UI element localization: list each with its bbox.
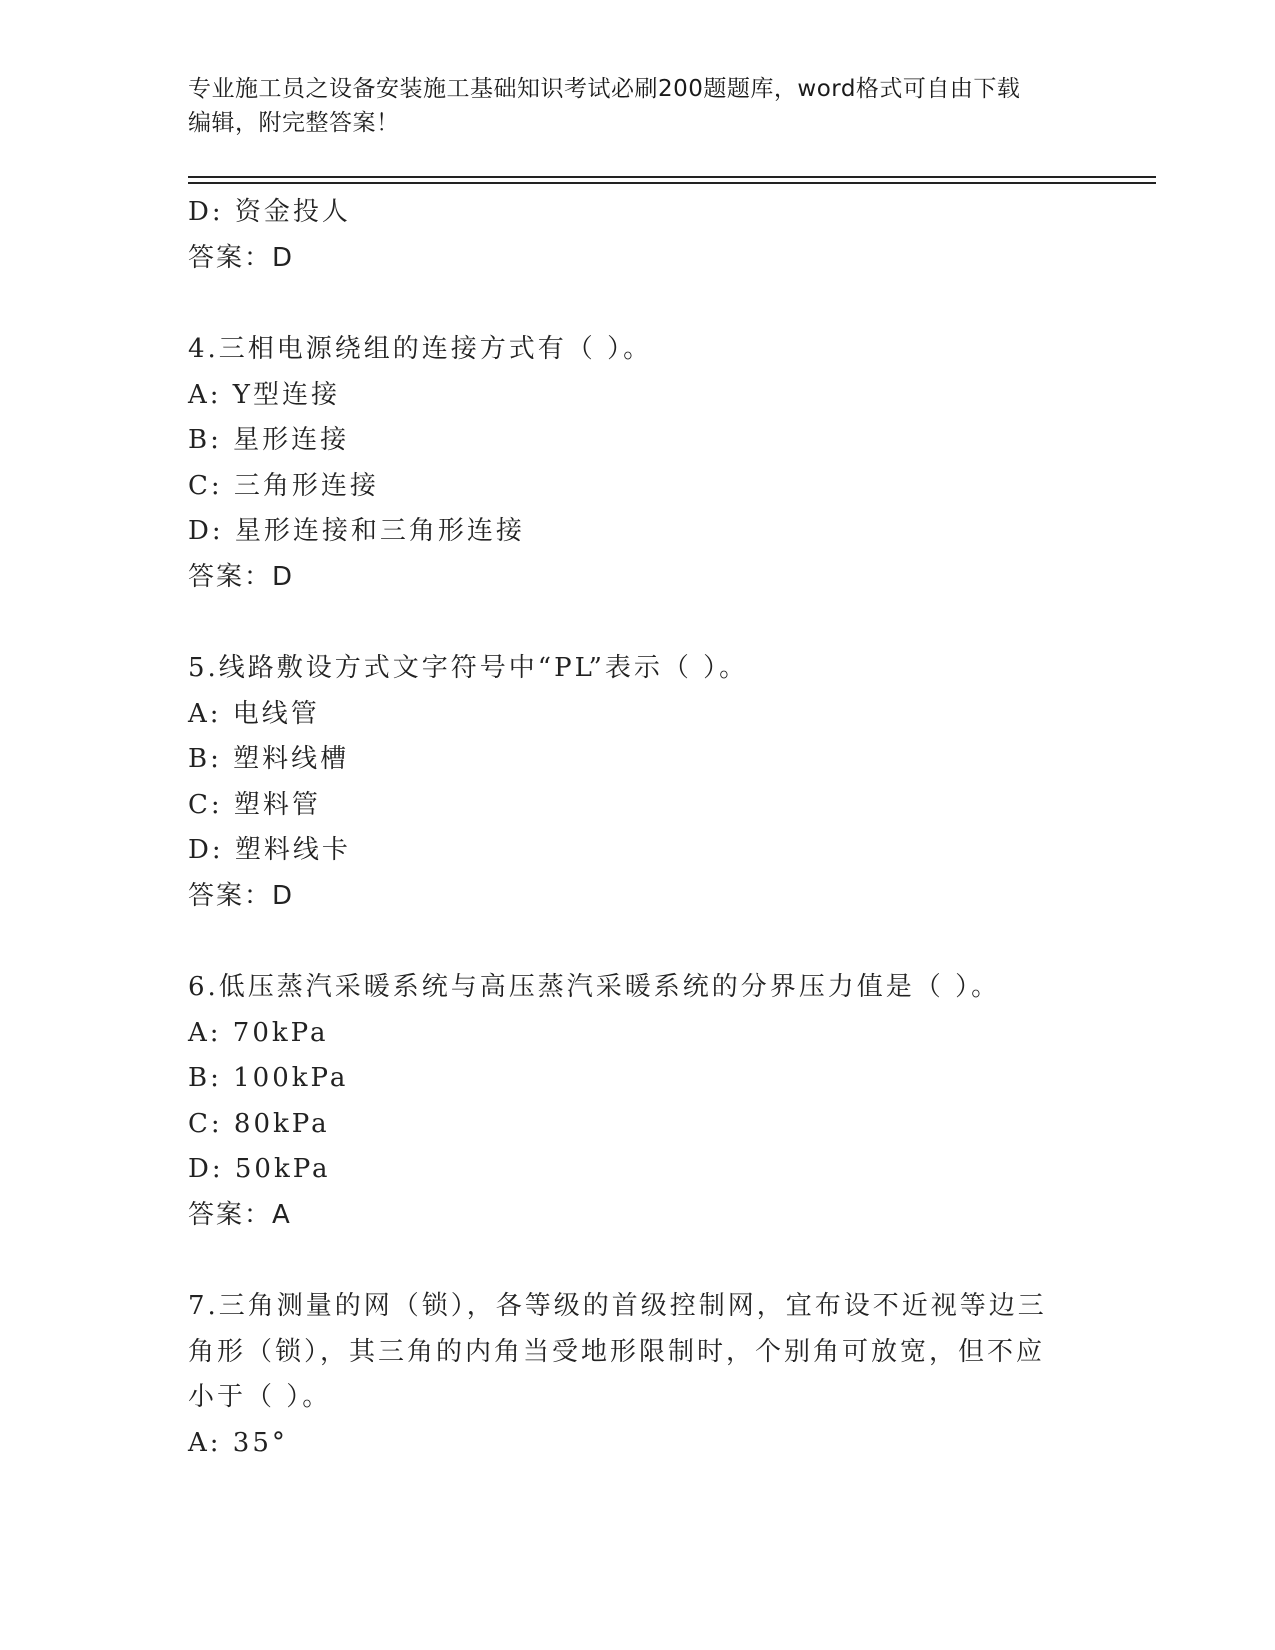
document-header <box>188 72 1068 140</box>
header-rule-bottom <box>188 182 1156 184</box>
header-rule-top <box>188 176 1156 178</box>
option-a: A: 70kPa <box>188 1017 329 1048</box>
option-b: B: 100kPa <box>188 1063 349 1093</box>
question-stem-line-3: 小于（ ）。 <box>188 1382 332 1412</box>
option-c: C: 80kPa <box>188 1108 330 1139</box>
spacer <box>188 1238 1088 1284</box>
answer-line: 答案：D <box>188 242 295 273</box>
question-stem: 5.线路敷设方式文字符号中“PL”表示（ ）。 <box>188 653 749 683</box>
option-b: B: 星形连接 <box>188 425 350 455</box>
option-c: C: 三角形连接 <box>188 470 379 501</box>
question-6 <box>188 965 1088 1238</box>
answer-line: 答案：D <box>188 561 295 592</box>
option-b: B: 塑料线槽 <box>188 744 350 774</box>
option-d: D: 塑料线卡 <box>188 835 351 865</box>
question-7 <box>188 1284 1088 1466</box>
question-list <box>188 190 1088 1466</box>
question-stem-line-2: 角形（锁），其三角的内角当受地形限制时，个别角可放宽，但不应 <box>188 1336 1046 1367</box>
answer-line: 答案：A <box>188 1199 292 1230</box>
spacer <box>188 281 1088 327</box>
header-line-2: 编辑，附完整答案！ <box>188 110 400 136</box>
option-c: C: 塑料管 <box>188 789 321 820</box>
question-5 <box>188 646 1088 919</box>
option-a: A: 电线管 <box>188 698 320 729</box>
question-stem-line-1: 7.三角测量的网（锁），各等级的首级控制网，宜布设不近视等边三 <box>188 1291 1047 1321</box>
option-d: D: 资金投人 <box>188 197 351 227</box>
prev-question-tail <box>188 190 1088 281</box>
answer-line: 答案：D <box>188 880 295 911</box>
option-a: A: Y型连接 <box>188 379 340 410</box>
spacer <box>188 919 1088 965</box>
header-line-1: 专业施工员之设备安装施工基础知识考试必刷200题题库，word格式可自由下载 <box>188 76 1021 102</box>
spacer <box>188 600 1088 646</box>
question-stem: 6.低压蒸汽采暖系统与高压蒸汽采暖系统的分界压力值是（ ）。 <box>188 972 1001 1002</box>
question-4 <box>188 327 1088 600</box>
option-a: A: 35° <box>188 1427 288 1458</box>
question-stem: 4.三相电源绕组的连接方式有（ ）。 <box>188 334 653 364</box>
option-d: D: 50kPa <box>188 1154 331 1184</box>
option-d: D: 星形连接和三角形连接 <box>188 516 525 546</box>
